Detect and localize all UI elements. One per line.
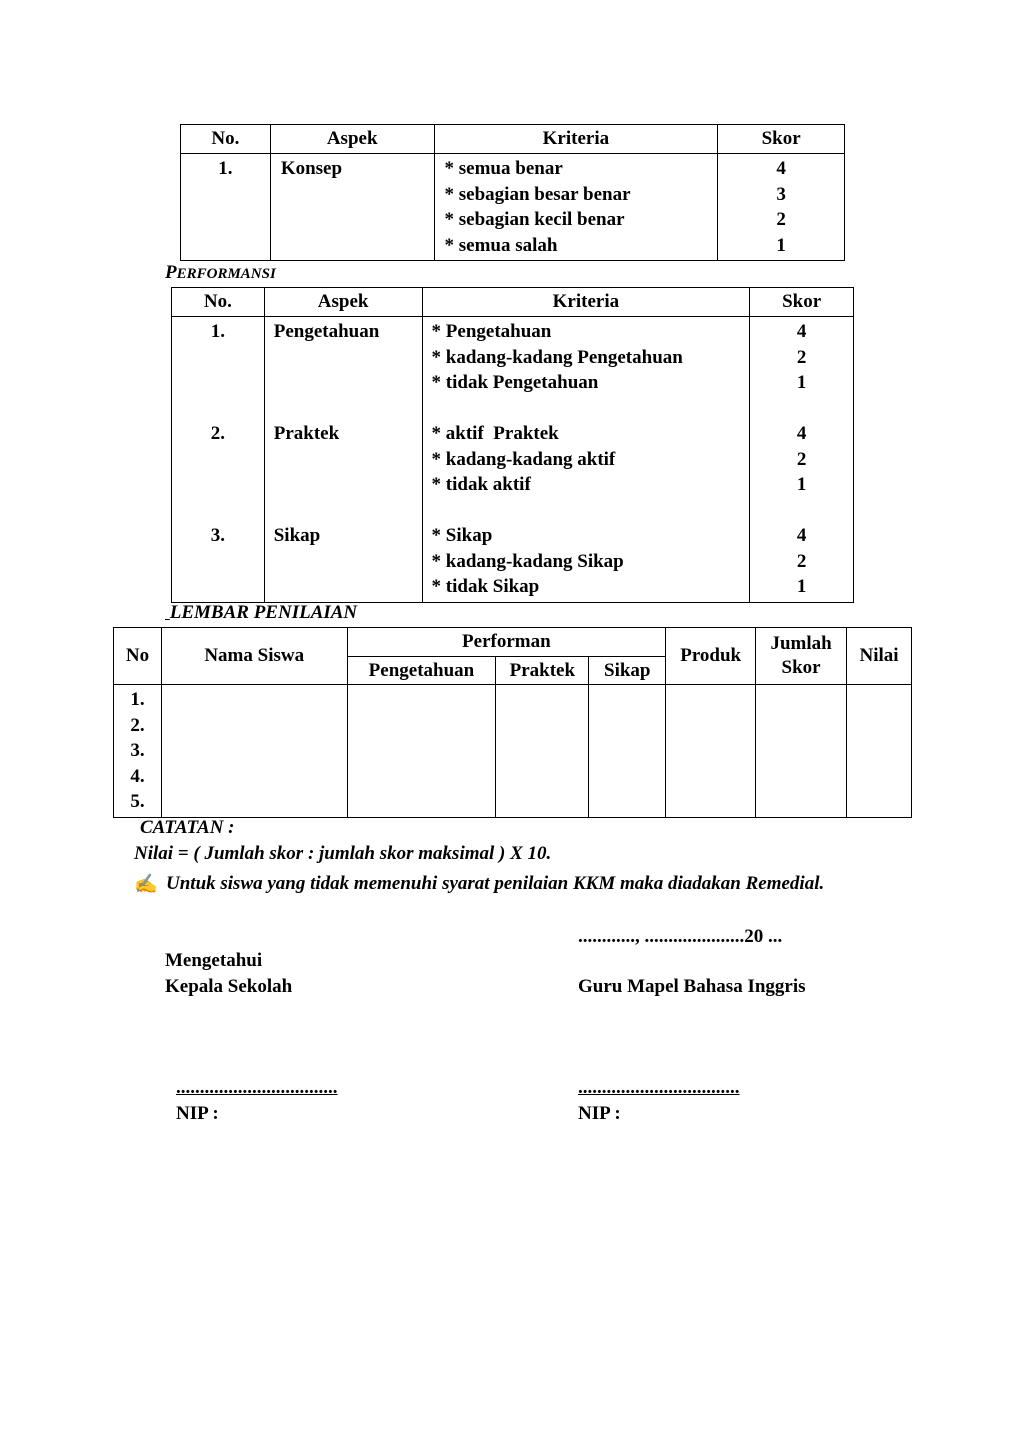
header-nama-siswa: Nama Siswa [161,628,347,685]
mengetahui-label: Mengetahui [165,950,263,971]
header-kriteria: Kriteria [434,125,718,154]
table-row [114,685,912,818]
header-jumlah-skor: Jumlah Skor [756,628,847,685]
date-line: ............, .....................20 ... [578,926,783,947]
cell-pengetahuan[interactable] [347,685,496,818]
cell-sikap[interactable] [589,685,666,818]
lembar-title: LEMBAR PENILAIAN [169,602,358,623]
cell-nilai[interactable] [847,685,912,818]
header-nilai: Nilai [847,628,912,685]
header-no: No. [181,125,271,154]
performansi-title: PERFORMANSI [165,262,276,283]
cell-jumlah-skor[interactable] [756,685,847,818]
kepala-sekolah-label: Kepala Sekolah [165,976,293,997]
row-kriteria: * semua benar * sebagian besar benar * sebagian kecil benar * semua salah [434,154,718,261]
right-signature-line: .................................. [578,1077,740,1098]
table-row [172,317,854,603]
header-aspek: Aspek [270,125,434,154]
row-aspek: Konsep [270,154,434,261]
header-performan: Performan [347,628,666,657]
table-header-row [114,628,912,657]
row-skor-column: 4 2 1 4 2 1 4 2 1 [750,317,854,603]
catatan-label: CATATAN : [140,817,235,838]
row-kriteria-column: * Pengetahuan * kadang-kadang Pengetahuan * tidak Pengetahuan * aktif Praktek * kadang-kadang aktif * tidak aktif * Sikap * kadang-kadang Sikap * tidak Sikap [422,317,750,603]
header-kriteria: Kriteria [422,288,750,317]
row-aspek-column: Pengetahuan Praktek Sikap [264,317,422,603]
header-pengetahuan: Pengetahuan [347,657,496,685]
left-signature-line: .................................. [176,1077,338,1098]
cell-praktek[interactable] [496,685,589,818]
catatan-formula: Nilai = ( Jumlah skor : jumlah skor maksimal ) X 10. [134,843,552,864]
header-produk: Produk [666,628,756,685]
header-no: No [114,628,162,685]
concept-table [180,124,845,261]
writing-hand-icon: ✍ [134,874,158,895]
table-header-row [172,288,854,317]
row-no: 1. [181,154,271,261]
row-no-column: 1. 2. 3. [172,317,265,603]
header-skor: Skor [718,125,845,154]
cell-nama-siswa[interactable] [161,685,347,818]
header-no: No. [172,288,265,317]
header-aspek: Aspek [264,288,422,317]
header-sikap: Sikap [589,657,666,685]
row-skor: 4 3 2 1 [718,154,845,261]
header-skor: Skor [750,288,854,317]
row-numbers: 1. 2. 3. 4. 5. [114,685,162,818]
table-row [181,154,845,261]
table-header-row [181,125,845,154]
performansi-table [171,287,854,603]
cell-produk[interactable] [666,685,756,818]
guru-mapel-label: Guru Mapel Bahasa Inggris [578,976,806,997]
right-nip-label: NIP : [578,1103,621,1124]
catatan-note: Untuk siswa yang tidak memenuhi syarat penilaian KKM maka diadakan Remedial. [166,873,825,894]
header-praktek: Praktek [496,657,589,685]
left-nip-label: NIP : [176,1103,219,1124]
lembar-penilaian-table [113,627,912,818]
